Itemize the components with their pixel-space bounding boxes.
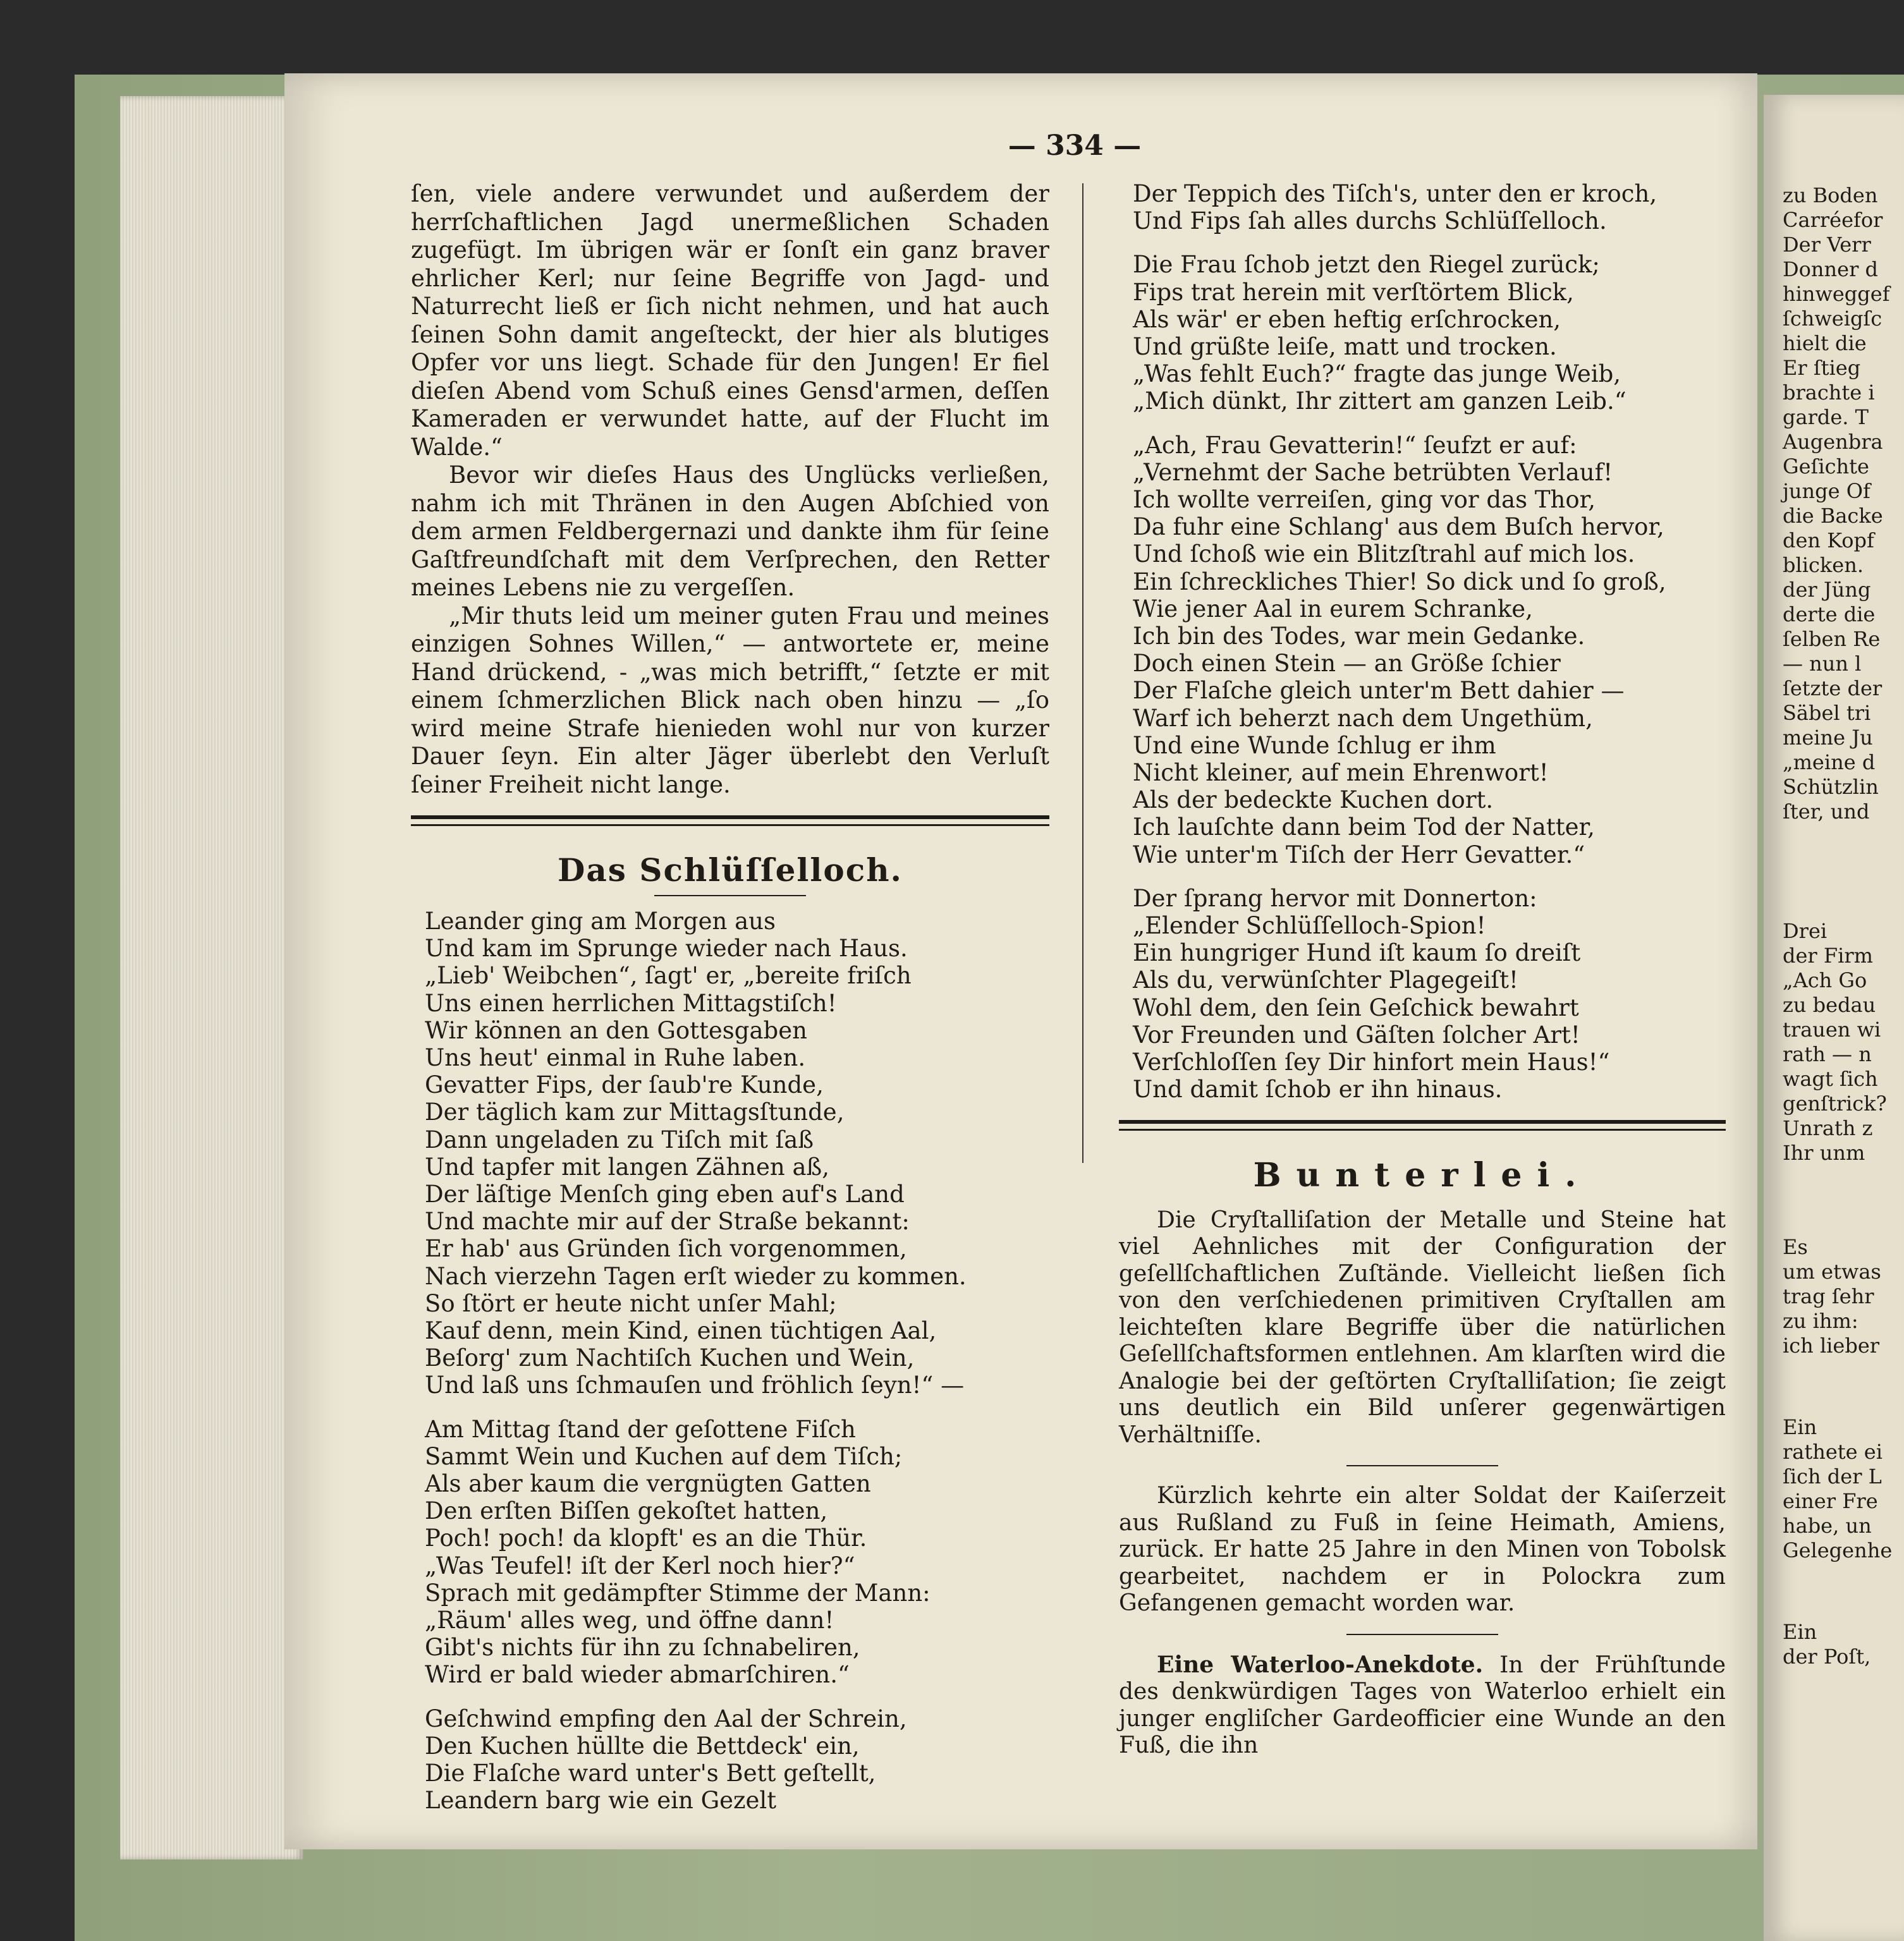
- poem-line: Als wär' er eben heftig erſchrocken,: [1133, 305, 1561, 333]
- stanza: [1133, 432, 1726, 868]
- stanza: [1133, 251, 1726, 415]
- stanza: [425, 1416, 1049, 1689]
- poem-line: Wie jener Aal in eurem Schranke,: [1133, 595, 1533, 623]
- page-number: — 334 —: [1008, 130, 1142, 162]
- next-page-line: garde. T: [1783, 405, 1869, 429]
- next-page-line: Unrath z: [1783, 1116, 1873, 1140]
- poem-line: Wird er bald wieder abmarſchiren.“: [425, 1661, 850, 1689]
- next-page-line: Ein: [1783, 1620, 1817, 1644]
- poem-line: Gibt's nichts für ihn zu ſchnabeliren,: [425, 1634, 860, 1662]
- poem-line: Am Mittag ſtand der geſottene Fiſch: [425, 1415, 856, 1443]
- next-page-line: brachte i: [1783, 380, 1875, 405]
- poem-line: Nicht kleiner, auf mein Ehrenwort!: [1133, 759, 1549, 787]
- next-page-line: Es: [1783, 1235, 1808, 1259]
- poem-line: Und grüßte leiſe, matt und trocken.: [1133, 333, 1557, 361]
- left-prose: [411, 180, 1049, 799]
- next-page-line: junge Of: [1783, 479, 1870, 503]
- poem-left: [411, 908, 1049, 1815]
- next-page-line: ſich der L: [1783, 1464, 1882, 1488]
- next-page-line: Carréefor: [1783, 208, 1883, 232]
- poem-right: [1119, 180, 1726, 1104]
- news-item: [1119, 1483, 1726, 1617]
- poem-line: Ein hungriger Hund iſt kaum ſo dreiſt: [1133, 939, 1581, 967]
- poem-line: Der läſtige Menſch ging eben auf's Land: [425, 1181, 905, 1208]
- news-item: [1119, 1207, 1726, 1449]
- news-text: In der Frühſtunde des denkwürdigen Tages von Waterloo erhielt ein junger engliſcher Gardeofficier eine Wunde an den Fuß, die ihn: [1119, 1652, 1726, 1758]
- next-page-line: Gelegenhe: [1783, 1538, 1893, 1562]
- poem-line: „Was Teufel! iſt der Kerl noch hier?“: [425, 1552, 855, 1579]
- next-page-line: ſchweigſc: [1783, 307, 1883, 331]
- poem-line: „Mich dünkt, Ihr zittert am ganzen Leib.“: [1133, 387, 1626, 415]
- poem-line: Poch! poch! da klopft' es an die Thür.: [425, 1524, 867, 1552]
- next-page-line: der Firm: [1783, 944, 1873, 968]
- poem-line: Der ſprang hervor mit Donnerton:: [1133, 884, 1537, 912]
- next-page-line: habe, un: [1783, 1514, 1872, 1538]
- next-page-line: meine Ju: [1783, 726, 1873, 750]
- poem-line: „Elender Schlüſſelloch-Spion!: [1133, 912, 1486, 940]
- next-page-line: rath — n: [1783, 1042, 1872, 1066]
- next-page-line: ſter, und: [1783, 800, 1870, 824]
- next-page-line: die Backe: [1783, 504, 1883, 528]
- next-page-line: — nun l: [1783, 652, 1862, 676]
- poem-line: Und tapfer mit langen Zähnen aß,: [425, 1153, 830, 1181]
- section-title: Bunterlei.: [1253, 1155, 1592, 1195]
- right-column: [1119, 180, 1726, 1760]
- stanza: [1133, 180, 1726, 234]
- next-page-line: der Poſt,: [1783, 1645, 1871, 1669]
- next-page-line: „meine d: [1783, 750, 1876, 774]
- poem-line: Sammt Wein und Kuchen auf dem Tiſch;: [425, 1442, 903, 1470]
- poem-line: Und ſchoß wie ein Blitzſtrahl auf mich los.: [1133, 540, 1635, 568]
- poem-line: Und damit ſchob er ihn hinaus.: [1133, 1076, 1503, 1104]
- poem-line: Ich lauſchte dann beim Tod der Natter,: [1133, 813, 1595, 841]
- next-page-line: genſtrick?: [1783, 1092, 1887, 1116]
- poem-line: Wir können an den Gottesgaben: [425, 1016, 807, 1044]
- poem-line: Den Kuchen hüllte die Bettdeck' ein,: [425, 1732, 860, 1760]
- next-page-line: Geſichte: [1783, 454, 1869, 478]
- paragraph: ſen, viele andere verwundet und außerdem der herrſchaftlichen Jagd unermeßlichen Schaden zugefügt. Im übrigen wär er ſonſt ein ganz braver ehrlicher Kerl; nur ſeine Begriffe von Jagd- und Naturrecht ließ er ſich nicht nehmen, und hat auch ſeinen Sohn damit angeſteckt, der hier als blutiges Opfer vor uns liegt. Schade für den Jungen! Er fiel dieſen Abend vom Schuß eines Gensd'armen, deſſen Kameraden er verwundet hatte, auf der Flucht im Walde.“: [411, 180, 1049, 461]
- next-page-line: Säbel tri: [1783, 701, 1871, 725]
- poem-line: Die Frau ſchob jetzt den Riegel zurück;: [1133, 251, 1600, 279]
- next-page-line: zu bedau: [1783, 993, 1876, 1017]
- paragraph: Bevor wir dieſes Haus des Unglücks verließen, nahm ich mit Thränen in den Augen Abſchied von dem armen Feldbergernazi und dankte ihm für ſeine Gaſtfreundſchaft mit dem Verſprechen, den Retter meines Lebens nie zu vergeſſen.: [411, 461, 1049, 601]
- poem-line: Er hab' aus Gründen ſich vorgenommen,: [425, 1235, 907, 1263]
- poem-line: Und kam im Sprunge wieder nach Haus.: [425, 935, 908, 963]
- next-page-line: Ein: [1783, 1415, 1817, 1439]
- poem-line: „Was fehlt Euch?“ fragte das junge Weib,: [1133, 360, 1621, 388]
- next-page-line: den Kopf: [1783, 528, 1874, 552]
- poem-line: Und eine Wunde ſchlug er ihm: [1133, 731, 1496, 759]
- column-divider: [1082, 183, 1083, 1163]
- news-item: [1119, 1652, 1726, 1760]
- poem-line: Kauf denn, mein Kind, einen tüchtigen Aal,: [425, 1317, 937, 1345]
- poem-line: Ein ſchreckliches Thier! So dick und ſo groß,: [1133, 568, 1666, 595]
- poem-line: Als aber kaum die vergnügten Gatten: [425, 1470, 871, 1498]
- poem-line: Fips trat herein mit verſtörtem Blick,: [1133, 278, 1574, 306]
- poem-line: Ich bin des Todes, war mein Gedanke.: [1133, 623, 1585, 650]
- poem-line: Nach vierzehn Tagen erſt wieder zu kommen.: [425, 1262, 967, 1290]
- next-page-line: Der Verr: [1783, 233, 1871, 257]
- news-text: Kürzlich kehrte ein alter Soldat der Kaiſerzeit aus Rußland zu Fuß in ſeine Heimath, Amiens, zurück. Er hatte 25 Jahre in den Minen von Tobolsk gearbeitet, nachdem er in Polockra zum Gefangenen gemacht worden war.: [1119, 1483, 1726, 1616]
- title-rule: [654, 895, 806, 896]
- next-page-line: ſelben Re: [1783, 627, 1881, 651]
- poem-line: Beſorg' zum Nachtiſch Kuchen und Wein,: [425, 1344, 915, 1372]
- next-page-line: Donner d: [1783, 257, 1879, 281]
- poem-line: Der täglich kam zur Mittagsſtunde,: [425, 1098, 845, 1126]
- poem-line: Und laß uns ſchmauſen und fröhlich ſeyn!“ —: [425, 1372, 965, 1399]
- next-page-line: einer Fre: [1783, 1489, 1878, 1513]
- poem-line: „Vernehmt der Sache betrübten Verlauf!: [1133, 458, 1613, 486]
- poem-line: „Räum' alles weg, und öffne dann!: [425, 1607, 834, 1634]
- stanza: [425, 908, 1049, 1399]
- next-page-line: um etwas: [1783, 1260, 1881, 1284]
- news-separator: [1346, 1634, 1498, 1635]
- next-page-line: Ihr unm: [1783, 1141, 1865, 1165]
- next-page-line: der Jüng: [1783, 578, 1871, 602]
- next-page-line: „Ach Go: [1783, 968, 1867, 992]
- left-column: [411, 180, 1049, 1831]
- next-page-line: zu Boden: [1783, 183, 1878, 207]
- next-page-line: blicken.: [1783, 553, 1864, 577]
- poem-line: Die Flaſche ward unter's Bett geſtellt,: [425, 1760, 876, 1787]
- poem-line: Warf ich beherzt nach dem Ungethüm,: [1133, 704, 1593, 732]
- paragraph: „Mir thuts leid um meiner guten Frau und meines einzigen Sohnes Willen,“ — antwortete er, meine Hand drückend, - „was mich betrifft,“ ſetzte er mit einem ſchmerzlichen Blick nach oben hinzu — „ſo wird meine Strafe hienieden wohl nur von kurzer Dauer ſeyn. Ein alter Jäger überlebt den Verluſt ſeiner Freiheit nicht lange.: [411, 602, 1049, 798]
- next-page-line: ſetzte der: [1783, 676, 1883, 700]
- section-divider: [411, 815, 1049, 826]
- next-page-line: Augenbra: [1783, 430, 1883, 454]
- poem-line: Der Flaſche gleich unter'm Bett dahier —: [1133, 677, 1625, 705]
- poem-line: Da fuhr eine Schlang' aus dem Buſch hervor,: [1133, 513, 1664, 541]
- next-page-line: hinweggef: [1783, 282, 1890, 306]
- next-page-fragment: [1764, 95, 1904, 1941]
- news-separator: [1346, 1465, 1498, 1466]
- poem-line: „Lieb' Weibchen“, ſagt' er, „bereite friſch: [425, 962, 912, 990]
- poem-line: Gevatter Fips, der ſaub're Kunde,: [425, 1071, 824, 1099]
- next-page-line: trauen wi: [1783, 1018, 1881, 1042]
- poem-line: Und machte mir auf der Straße bekannt:: [425, 1208, 910, 1236]
- poem-line: Als der bedeckte Kuchen dort.: [1133, 786, 1494, 814]
- news-lead: Eine Waterloo-Anekdote.: [1157, 1651, 1484, 1678]
- poem-line: Leandern barg wie ein Gezelt: [425, 1787, 777, 1815]
- poem-line: „Ach, Frau Gevatterin!“ ſeufzt er auf:: [1133, 431, 1577, 459]
- poem-line: Wohl dem, den ſein Geſchick bewahrt: [1133, 994, 1579, 1021]
- poem-line: Uns einen herrlichen Mittagstiſch!: [425, 989, 837, 1017]
- section-divider: [1119, 1120, 1726, 1131]
- next-page-line: ich lieber: [1783, 1334, 1880, 1358]
- next-page-line: wagt ſich: [1783, 1067, 1878, 1091]
- poem-line: Verſchloſſen ſey Dir hinfort mein Haus!“: [1133, 1049, 1610, 1076]
- poem-line: Leander ging am Morgen aus: [425, 908, 776, 935]
- next-page-line: zu ihm:: [1783, 1309, 1858, 1333]
- next-page-line: Schützlin: [1783, 775, 1879, 799]
- page-edges: [120, 96, 303, 1859]
- poem-line: Wie unter'm Tiſch der Herr Gevatter.“: [1133, 841, 1585, 868]
- poem-line: Der Teppich des Tiſch's, unter den er kroch,: [1133, 180, 1657, 207]
- next-page-line: trag ſehr: [1783, 1284, 1874, 1308]
- poem-line: Dann ungeladen zu Tiſch mit ſaß: [425, 1126, 814, 1153]
- poem-line: Uns heut' einmal in Ruhe laben.: [425, 1044, 806, 1072]
- poem-title: Das Schlüſſelloch.: [558, 851, 903, 889]
- stanza: [1133, 885, 1726, 1104]
- poem-line: Sprach mit gedämpfter Stimme der Mann:: [425, 1579, 931, 1607]
- poem-line: Geſchwind empfing den Aal der Schrein,: [425, 1705, 907, 1732]
- poem-line: Ich wollte verreiſen, ging vor das Thor,: [1133, 486, 1596, 514]
- next-page-line: rathete ei: [1783, 1440, 1883, 1464]
- news-items: [1119, 1207, 1726, 1760]
- next-page-line: Drei: [1783, 919, 1828, 943]
- next-page-line: Er ſtieg: [1783, 356, 1861, 380]
- poem-line: Doch einen Stein — an Größe ſchier: [1133, 650, 1561, 678]
- poem-line: Und Fips ſah alles durchs Schlüſſelloch.: [1133, 207, 1607, 235]
- next-page-line: derte die: [1783, 602, 1876, 626]
- next-page-line: hielt die: [1783, 331, 1867, 355]
- poem-line: Vor Freunden und Gäſten ſolcher Art!: [1133, 1021, 1580, 1049]
- poem-line: So ſtört er heute nicht unſer Mahl;: [425, 1289, 837, 1317]
- stanza: [425, 1705, 1049, 1815]
- poem-line: Den erſten Biſſen gekoſtet hatten,: [425, 1497, 828, 1525]
- poem-line: Als du, verwünſchter Plagegeiſt!: [1133, 966, 1518, 994]
- news-text: Die Cryſtalliſation der Metalle und Steine hat viel Aehnliches mit der Configuration der geſellſchaftlichen Zuſtände. Vielleicht ließen ſich von den verſchiedenen primitiven Cryſtallen am leichteſten klare Begriffe über die natürlichen Geſellſchaftsformen entlehnen. Am klarſten wird die Analogie bei der geſtörten Cryſtalliſation; ſie zeigt uns deutlich ein Bild unſerer gegenwärtigen Verhältniſſe.: [1119, 1207, 1726, 1448]
